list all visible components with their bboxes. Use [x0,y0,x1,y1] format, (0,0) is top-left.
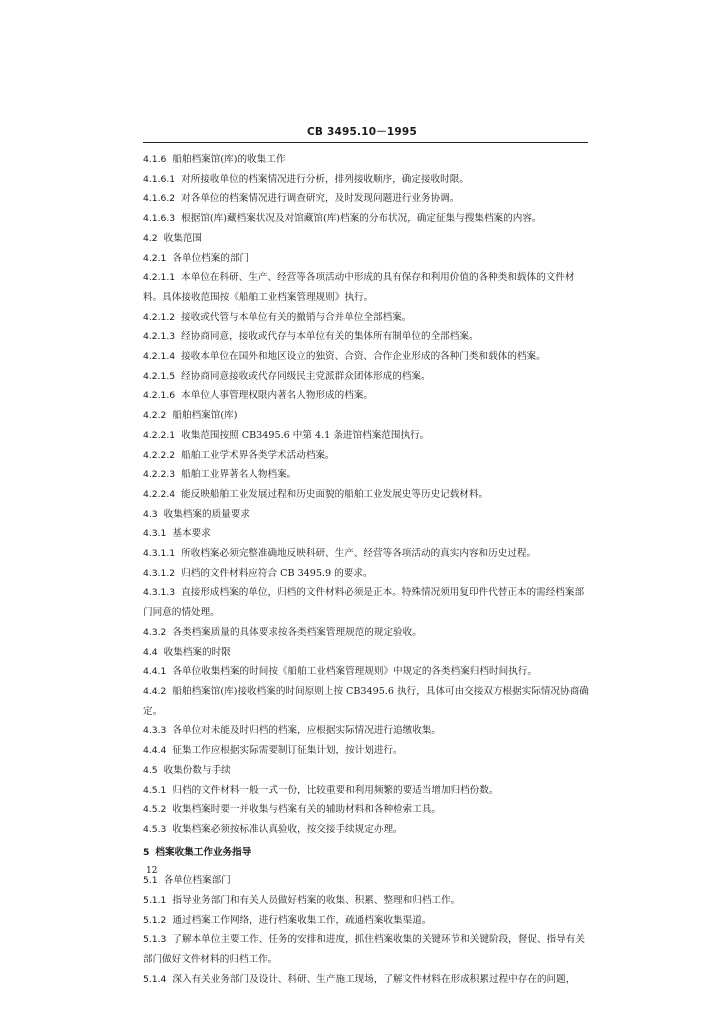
clause-number: 4.4.4 [143,745,167,757]
clause-number: 4.2.2 [143,410,167,422]
clause-number: 4.2.2.1 [143,429,176,441]
clause-line [143,367,591,387]
clause-text: 基本要求 [172,528,211,540]
clause-line [143,721,591,741]
document-header-code: CB 3495.10－1995 [307,126,417,138]
clause-number: 5 [143,846,150,858]
clause-text: 归档的文件材料一般一式一份，比较重要和利用频繁的要适当增加归档份数。 [172,784,499,796]
section-heading [143,843,591,863]
clause-line [143,682,591,721]
clause-line [143,930,591,969]
clause-line [143,386,591,406]
clause-number: 4.2.1 [143,252,167,264]
clause-number: 4.5.3 [143,823,167,835]
clause-text: 对各单位的档案情况进行调查研究，及时发现问题进行业务协调。 [181,193,460,205]
clause-line [143,347,591,367]
clause-text: 根据馆(库)藏档案状况及对馆藏馆(库)档案的分布状况，确定征集与搜集档案的内容。 [181,213,542,225]
clause-line [143,465,591,485]
clause-text: 深入有关业务部门及设计、科研、生产施工现场，了解文件材料在形成积累过程中存在的问题， [172,973,576,985]
clause-text: 各单位档案部门 [163,875,231,887]
clause-number: 4.2.1.6 [143,390,176,402]
clause-number: 4.4 [143,646,158,658]
clause-line [143,871,591,891]
clause-number: 4.3.1.1 [143,548,176,560]
clause-number: 4.4.1 [143,666,167,678]
header-rule [143,142,588,143]
clause-number: 4.4.2 [143,685,167,697]
clause-line [143,189,591,209]
clause-line [143,583,591,622]
clause-text: 接收或代管与本单位有关的撤销与合并单位全部档案。 [181,311,412,323]
clause-text: 收集档案的质量要求 [163,508,250,520]
clause-number: 4.2 [143,232,158,244]
clause-line [143,505,591,525]
clause-line [143,170,591,190]
clause-line [143,249,591,269]
clause-line [143,544,591,564]
clause-text: 收集档案时要一并收集与档案有关的辅助材料和各种检索工具。 [172,804,442,816]
clause-number: 4.2.2.2 [143,449,176,461]
clause-line [143,643,591,663]
clause-line [143,308,591,328]
clause-text: 归档的文件材料应符合 CB 3495.9 的要求。 [181,567,373,579]
clause-number: 4.3.3 [143,725,167,737]
clause-number: 4.3.1 [143,528,167,540]
clause-text: 船舶工业界著名人物档案。 [181,469,297,481]
clause-number: 4.3.2 [143,626,167,638]
page-number: 12 [146,866,158,876]
clause-number: 5.1.3 [143,934,167,946]
clause-number: 4.5.2 [143,804,167,816]
clause-line [143,820,591,840]
clause-line [143,564,591,584]
clause-line [143,741,591,761]
clause-line [143,911,591,931]
clause-line [143,426,591,446]
clause-number: 4.2.1.5 [143,370,176,382]
clause-number: 5.1.1 [143,895,167,907]
clause-line [143,891,591,911]
clause-text: 指导业务部门和有关人员做好档案的收集、积累、整理和归档工作。 [172,895,461,907]
clause-line [143,327,591,347]
clause-line [143,970,591,990]
clause-number: 4.1.6 [143,154,167,165]
clause-number: 5.1.2 [143,914,167,926]
clause-line [143,800,591,820]
clause-number: 5.1 [143,875,158,887]
clause-text: 各单位收集档案的时间按《船舶工业档案管理规则》中规定的各类档案归档时间执行。 [172,666,537,678]
clause-text: 档案收集工作业务指导 [155,846,252,858]
clause-line [143,662,591,682]
clause-number: 4.3.1.3 [143,587,176,599]
clause-text: 经协商同意，接收或代存与本单位有关的集体所有制单位的全部档案。 [181,331,479,343]
clause-line [143,781,591,801]
clause-text: 本单位人事管理权限内著名人物形成的档案。 [181,390,374,402]
clause-text: 各类档案质量的具体要求按各类档案管理规范的规定验收。 [172,626,422,638]
clause-number: 4.1.6.3 [143,213,176,225]
clause-text: 经协商同意接收或代存同级民主党派群众团体形成的档案。 [181,370,431,382]
clause-text: 所收档案必须完整准确地反映科研、生产、经营等各项活动的真实内容和历史过程。 [181,548,537,560]
clause-text: 收集份数与手续 [163,764,231,776]
clause-line [143,209,591,229]
clause-number: 4.2.2.4 [143,488,176,500]
clause-number: 4.2.1.2 [143,311,176,323]
clause-text: 船舶工业学术界各类学术活动档案。 [181,449,335,461]
clause-text: 船舶档案馆(库)接收档案的时间原则上按 CB3495.6 执行，具体可由交接双方根据实际情况协商确定。 [143,685,589,717]
clause-number: 5.1.4 [143,973,167,985]
clause-number: 4.5 [143,764,158,776]
clause-text: 收集档案必须按标准认真验收，按交接手续规定办理。 [172,823,403,835]
clause-number: 4.2.1.3 [143,331,176,343]
clause-text: 船舶档案馆(库) [172,410,238,422]
clause-text: 对所接收单位的档案情况进行分析，排列接收顺序，确定接收时限。 [181,173,469,185]
clause-text: 船舶档案馆(库)的收集工作 [172,154,286,165]
clause-line [143,524,591,544]
clause-number: 4.5.1 [143,784,167,796]
clause-number: 4.2.1.4 [143,351,176,363]
clause-line [143,229,591,249]
clause-line [143,761,591,781]
clause-text: 能反映船舶工业发展过程和历史面貌的船舶工业发展史等历史记载材料。 [181,488,489,500]
clause-number: 4.1.6.1 [143,173,176,185]
clause-text: 本单位在科研、生产、经营等各项活动中形成的具有保存和利用价值的各种类和载体的文件材料。具体接收范围按《船舶工业档案管理规则》执行。 [143,272,575,303]
clause-text: 收集范围按照 CB3495.6 中第 4.1 条进馆档案范围执行。 [181,429,430,441]
clause-text: 征集工作应根据实际需要制订征集计划，按计划进行。 [172,745,403,757]
clause-number: 4.1.6.2 [143,193,176,205]
clause-text: 各单位档案的部门 [172,252,250,264]
clause-line [143,150,591,170]
clause-line [143,485,591,505]
clause-number: 4.2.1.1 [143,272,176,284]
clause-text: 收集档案的时限 [163,646,231,658]
clause-line [143,446,591,466]
clause-text: 接收本单位在国外和地区设立的独资、合资、合作企业形成的各种门类和载体的档案。 [181,351,546,363]
clause-line [143,623,591,643]
document-body [143,150,591,990]
clause-text: 直接形成档案的单位，归档的文件材料必须是正本。特殊情况须用复印件代替正本的需经档案部门同意的情处理。 [143,587,585,619]
clause-line [143,406,591,426]
clause-text: 了解本单位主要工作、任务的安排和进度，抓住档案收集的关键环节和关键阶段，督促、指导有关部门做好文件材料的归档工作。 [143,934,585,966]
clause-line [143,268,591,307]
clause-number: 4.2.2.3 [143,469,176,481]
clause-number: 4.3.1.2 [143,567,176,579]
clause-number: 4.3 [143,508,158,520]
clause-text: 通过档案工作网络，进行档案收集工作，疏通档案收集渠道。 [172,914,432,926]
clause-text: 各单位对未能及时归档的档案，应根据实际情况进行追缴收集。 [172,725,442,737]
clause-text: 收集范围 [163,232,202,244]
